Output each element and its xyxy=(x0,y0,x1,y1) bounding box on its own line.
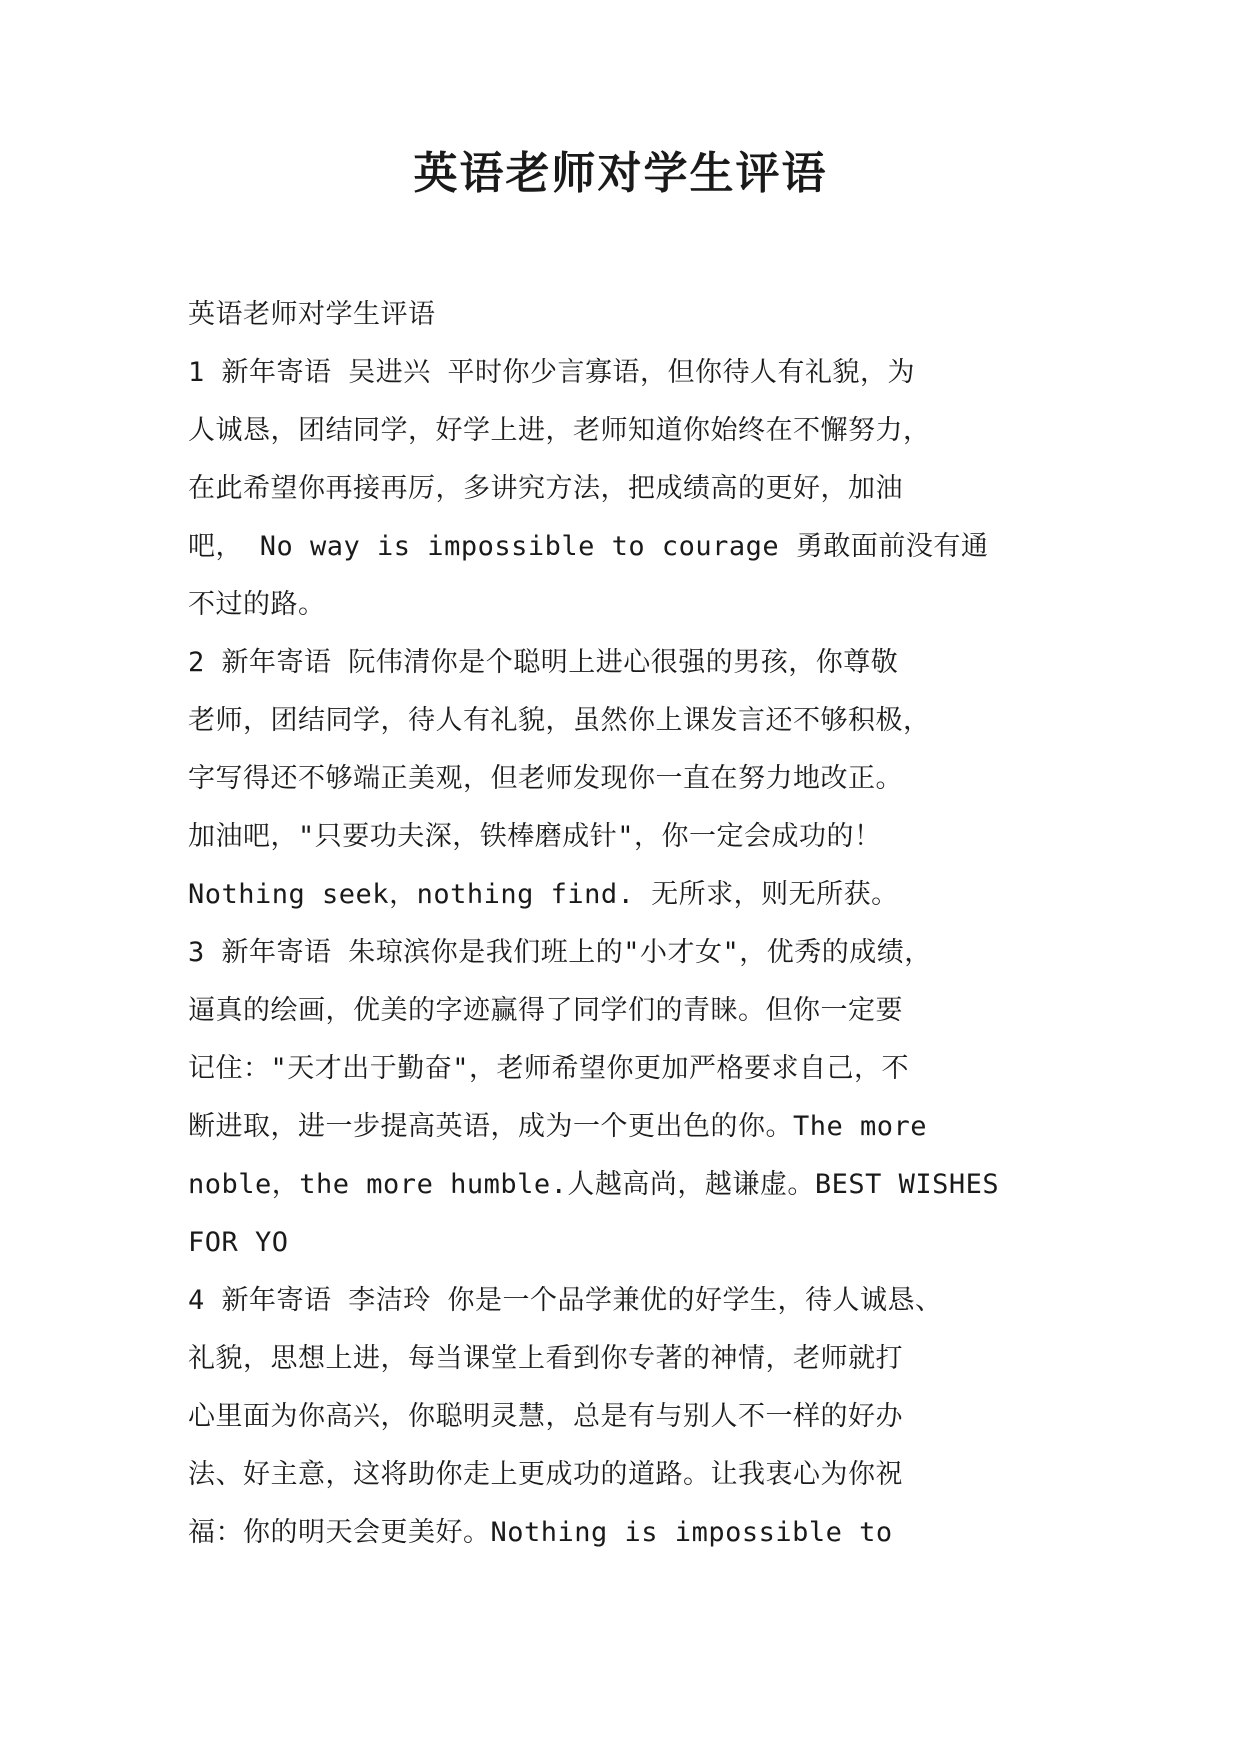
body-line: 记住："天才出于勤奋"，老师希望你更加严格要求自己，不 xyxy=(188,1053,910,1084)
body-line: 1 新年寄语 吴进兴 平时你少言寡语，但你待人有礼貌，为 xyxy=(188,357,916,388)
body-line: 断进取，进一步提高英语，成为一个更出色的你。The more xyxy=(188,1111,928,1142)
body-line: 3 新年寄语 朱琼滨你是我们班上的"小才女"，优秀的成绩， xyxy=(188,937,932,968)
body-line: 字写得还不够端正美观，但老师发现你一直在努力地改正。 xyxy=(188,763,903,794)
body-line: 人诚恳，团结同学，好学上进，老师知道你始终在不懈努力， xyxy=(188,415,931,446)
body-line: 2 新年寄语 阮伟清你是个聪明上进心很强的男孩，你尊敬 xyxy=(188,647,899,678)
body-line: 法、好主意，这将助你走上更成功的道路。让我衷心为你祝 xyxy=(188,1459,903,1490)
document-body xyxy=(188,286,1058,1562)
body-line: 在此希望你再接再厉，多讲究方法，把成绩高的更好，加油 xyxy=(188,473,903,504)
body-line: 心里面为你高兴，你聪明灵慧，总是有与别人不一样的好办 xyxy=(188,1401,903,1432)
document-title: 英语老师对学生评语 xyxy=(413,148,828,199)
body-line: 英语老师对学生评语 xyxy=(188,299,436,330)
body-line: FOR YO xyxy=(188,1227,289,1258)
body-line: 4 新年寄语 李洁玲 你是一个品学兼优的好学生，待人诚恳、 xyxy=(188,1285,943,1316)
body-line: 不过的路。 xyxy=(188,589,326,620)
body-line: 吧， No way is impossible to courage 勇敢面前没有通 xyxy=(188,531,989,562)
body-line: noble，the more humble.人越高尚，越谦虚。BEST WISHES xyxy=(188,1169,1000,1200)
body-line: 礼貌，思想上进，每当课堂上看到你专著的神情，老师就打 xyxy=(188,1343,903,1374)
body-line: 福：你的明天会更美好。Nothing is impossible to xyxy=(188,1517,893,1548)
body-line: Nothing seek，nothing find. 无所求，则无所获。 xyxy=(188,879,899,910)
body-line: 加油吧，"只要功夫深，铁棒磨成针"，你一定会成功的！ xyxy=(188,821,882,852)
body-line: 老师，团结同学，待人有礼貌，虽然你上课发言还不够积极， xyxy=(188,705,931,736)
body-line: 逼真的绘画，优美的字迹赢得了同学们的青睐。但你一定要 xyxy=(188,995,903,1026)
